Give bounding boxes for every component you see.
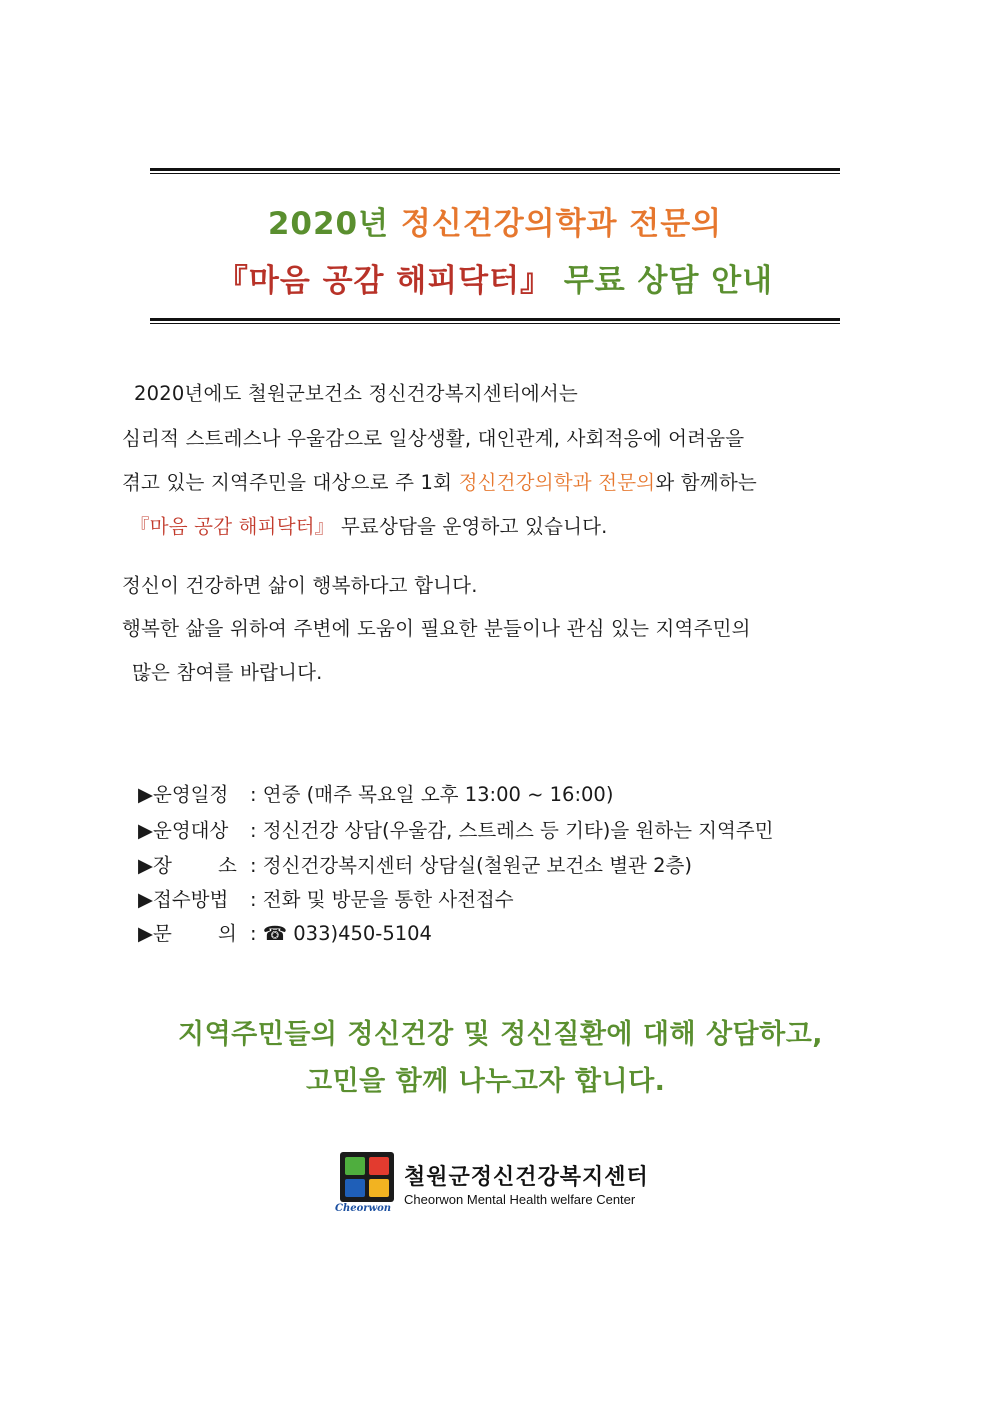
title-top-rule [150,168,840,174]
closing-line-2: 고민을 함께 나누고자 합니다. [306,1066,666,1097]
intro-line-4 [130,511,608,539]
title-specialist: 정신건강의학과 전문의 [400,206,723,242]
intro-line-3-start: 겪고 있는 지역주민을 대상으로 주 1회 [122,471,459,494]
intro-line-2: 심리적 스트레스나 우울감으로 일상생활, 대인관계, 사회적응에 어려움을 [122,427,745,450]
logo-caption: Cheorwon [335,1203,392,1214]
org-name-korean: 철원군정신건강복지센터 [404,1165,649,1190]
info-inquiry [138,918,432,946]
cheorwon-logo [340,1152,394,1202]
info-label: ▶운영일정 [138,783,229,806]
logo-tile-yellow [369,1179,389,1197]
intro-line-6: 행복한 삶을 위하여 주변에 도움이 필요한 분들이나 관심 있는 지역주민의 [122,617,751,640]
logo-tile-blue [345,1179,365,1197]
title-bottom-rule [150,318,840,324]
title-line-2 [150,255,840,300]
info-value: : 정신건강 상담(우울감, 스트레스 등 기타)을 원하는 지역주민 [250,819,774,842]
info-label: ▶문 의 [138,922,237,945]
info-value: : 전화 및 방문을 통한 사전접수 [250,888,514,911]
info-value: : 정신건강복지센터 상담실(철원군 보건소 별관 2층) [250,854,692,877]
info-location [138,850,692,878]
info-value: : 연중 (매주 목요일 오후 13:00 ~ 16:00) [250,783,614,806]
title-line-1 [150,198,840,243]
logo-tile-red [369,1157,389,1175]
intro-line-4-end: 무료상담을 운영하고 있습니다. [334,515,608,538]
closing-line-1: 지역주민들의 정신건강 및 정신질환에 대해 상담하고, [178,1019,824,1050]
intro-line-3 [122,467,757,495]
intro-line-5: 정신이 건강하면 삶이 행복하다고 합니다. [122,574,478,597]
intro-specialist-highlight: 정신건강의학과 전문의 [458,471,656,494]
intro-line-1: 2020년에도 철원군보건소 정신건강복지센터에서는 [134,382,578,405]
info-value: : ☎ 033)450-5104 [250,922,432,945]
title-program-name: 『마음 공감 해피닥터』 [216,263,553,299]
intro-line-3-end: 와 함께하는 [655,471,757,494]
logo-tile-green [345,1157,365,1175]
intro-line-7: 많은 참여를 바랍니다. [132,661,323,684]
info-schedule [138,779,613,807]
info-registration [138,884,514,912]
info-target [138,815,773,843]
info-label: ▶접수방법 [138,888,229,911]
org-name-english: Cheorwon Mental Health welfare Center [404,1192,636,1207]
info-label: ▶운영대상 [138,819,229,842]
title-year: 2020년 [267,206,401,242]
info-label: ▶장 소 [138,854,237,877]
intro-program-highlight: 『마음 공감 해피닥터』 [130,515,335,538]
title-free-consult: 무료 상담 안내 [552,263,774,299]
